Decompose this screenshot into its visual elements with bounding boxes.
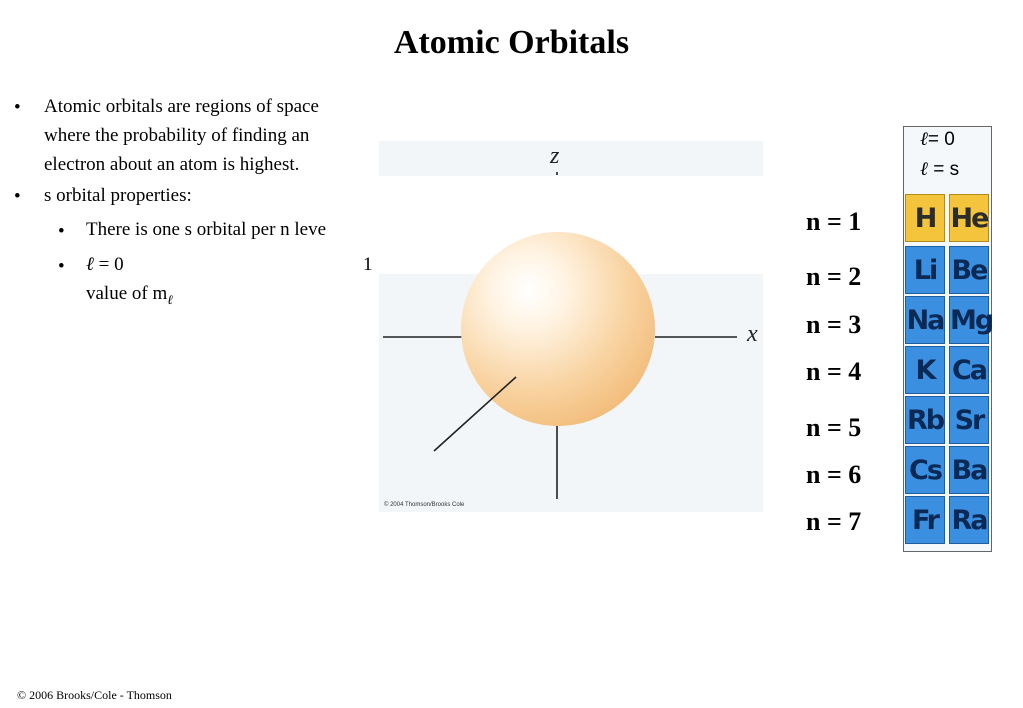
ell-zero-value: = 0: [927, 129, 955, 150]
figure-credit: © 2004 Thomson/Brooks Cole: [384, 502, 465, 508]
n-label-7: n = 7: [806, 507, 862, 536]
ell-equals: = 0: [93, 254, 124, 275]
element-li: Li: [905, 246, 945, 294]
sub-bullet-marker: •: [58, 221, 65, 242]
bullet-marker: •: [14, 186, 21, 207]
n-label-5: n = 5: [806, 413, 862, 442]
element-fr: Fr: [905, 496, 945, 544]
ell-subscript: ℓ: [167, 291, 173, 307]
element-be: Be: [949, 246, 989, 294]
sub-bullet-1-text: There is one s orbital per n leve: [86, 219, 327, 240]
sub-bullet-marker: •: [58, 256, 65, 277]
element-mg: Mg: [949, 296, 989, 344]
n-label-1: n = 1: [806, 207, 862, 236]
ell-symbol: ℓ: [920, 129, 928, 150]
bullet-1-line-2: where the probability of finding an: [44, 125, 310, 146]
element-cs: Cs: [905, 446, 945, 494]
element-h: H: [905, 194, 945, 242]
z-axis-label: z: [550, 143, 560, 169]
x-axis-label: x: [747, 321, 758, 347]
bullet-marker: •: [14, 97, 21, 118]
s-block-table: [903, 126, 992, 552]
element-ca: Ca: [949, 346, 989, 394]
ell-s-label: [920, 159, 959, 181]
n-label-2: n = 2: [806, 262, 862, 291]
sub-bullet-2-tail: 1: [363, 254, 373, 275]
ell-symbol: ℓ: [86, 254, 94, 275]
bullet-1-text: [44, 92, 319, 179]
m-value-text: value of m: [86, 283, 168, 304]
ell-s-value: = s: [927, 159, 960, 180]
bullet-1-line-1: Atomic orbitals are regions of space: [44, 96, 319, 117]
element-ba: Ba: [949, 446, 989, 494]
n-label-4: n = 4: [806, 357, 862, 386]
n-label-3: n = 3: [806, 310, 862, 339]
element-ra: Ra: [949, 496, 989, 544]
element-he: He: [949, 194, 989, 242]
element-na: Na: [905, 296, 945, 344]
n-label-6: n = 6: [806, 460, 862, 489]
ell-zero-label: [920, 129, 955, 151]
ell-symbol: ℓ: [920, 159, 928, 180]
bullet-1-line-3: electron about an atom is highest.: [44, 154, 300, 175]
sub-bullet-2-text: [86, 254, 124, 276]
element-rb: Rb: [905, 396, 945, 444]
s-orbital-figure: [379, 141, 763, 512]
orbital-diagram: [379, 141, 763, 512]
bullet-2-text: s orbital properties:: [44, 185, 192, 206]
s-orbital-sphere: [461, 232, 655, 426]
y-axis-line: [434, 377, 516, 451]
element-sr: Sr: [949, 396, 989, 444]
footer-copyright: © 2006 Brooks/Cole - Thomson: [17, 688, 172, 702]
sub-bullet-2-line-2: [86, 283, 173, 308]
element-k: K: [905, 346, 945, 394]
slide-title: Atomic Orbitals: [393, 24, 630, 61]
